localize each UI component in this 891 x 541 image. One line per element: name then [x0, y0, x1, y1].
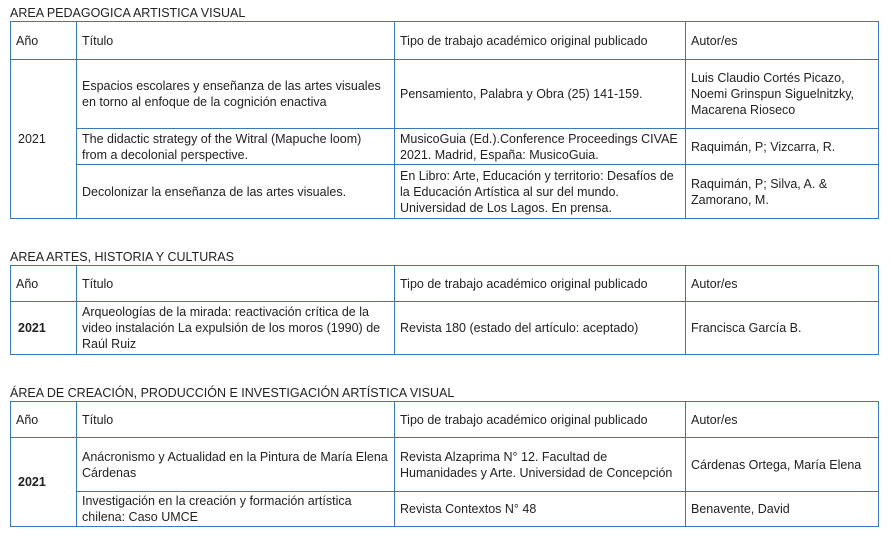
type-cell: Revista 180 (estado del artículo: aceptado): [395, 302, 686, 355]
header-type: Tipo de trabajo académico original publicado: [395, 266, 686, 302]
authors-cell: Francisca García B.: [686, 302, 879, 355]
table-row: [11, 165, 879, 219]
authors-cell: Raquimán, P; Vizcarra, R.: [686, 129, 879, 165]
title-cell: Anácronismo y Actualidad en la Pintura de María Elena Cárdenas: [77, 438, 395, 492]
authors-cell: Raquimán, P; Silva, A. & Zamorano, M.: [686, 165, 879, 219]
section-title: ÁREA DE CREACIÓN, PRODUCCIÓN E INVESTIGACIÓN ARTÍSTICA VISUAL: [10, 386, 455, 400]
authors-cell: Benavente, David: [686, 492, 879, 527]
year-cell: 2021: [11, 60, 77, 219]
header-type: Tipo de trabajo académico original publicado: [395, 402, 686, 438]
type-cell: Pensamiento, Palabra y Obra (25) 141-159.: [395, 60, 686, 129]
title-cell: Investigación en la creación y formación artística chilena: Caso UMCE: [77, 492, 395, 527]
publications-table: [10, 401, 879, 527]
authors-cell: Luis Claudio Cortés Picazo, Noemi Grinspun Siguelnitzky, Macarena Rioseco: [686, 60, 879, 129]
publications-table: [10, 21, 879, 219]
header-year: Año: [11, 266, 77, 302]
table-header-row: [11, 266, 879, 302]
type-cell: MusicoGuia (Ed.).Conference Proceedings CIVAE 2021. Madrid, España: MusicoGuia.: [395, 129, 686, 165]
header-title: Título: [77, 266, 395, 302]
title-cell: Arqueologías de la mirada: reactivación crítica de la video instalación La expulsión de los moros (1990) de Raúl Ruiz: [77, 302, 395, 355]
header-year: Año: [11, 402, 77, 438]
type-cell: En Libro: Arte, Educación y territorio: Desafíos de la Educación Artística al sur del mundo. Universidad de Los Lagos. En prensa.: [395, 165, 686, 219]
section-pedagogica: [10, 5, 878, 219]
section-title: AREA PEDAGOGICA ARTISTICA VISUAL: [10, 6, 246, 20]
year-cell: 2021: [11, 302, 77, 355]
authors-cell: Cárdenas Ortega, María Elena: [686, 438, 879, 492]
section-title: AREA ARTES, HISTORIA Y CULTURAS: [10, 250, 234, 264]
header-authors: Autor/es: [686, 22, 879, 60]
table-header-row: [11, 402, 879, 438]
header-type: Tipo de trabajo académico original publicado: [395, 22, 686, 60]
header-authors: Autor/es: [686, 402, 879, 438]
header-title: Título: [77, 402, 395, 438]
table-row: [11, 438, 879, 492]
type-cell: Revista Contextos N° 48: [395, 492, 686, 527]
header-title: Título: [77, 22, 395, 60]
header-authors: Autor/es: [686, 266, 879, 302]
table-row: [11, 492, 879, 527]
type-cell: Revista Alzaprima N° 12. Facultad de Humanidades y Arte. Universidad de Concepción: [395, 438, 686, 492]
title-cell: Decolonizar la enseñanza de las artes visuales.: [77, 165, 395, 219]
table-row: [11, 129, 879, 165]
header-year: Año: [11, 22, 77, 60]
publications-table: [10, 265, 879, 355]
title-cell: Espacios escolares y enseñanza de las artes visuales en torno al enfoque de la cognición enactiva: [77, 60, 395, 129]
table-row: [11, 60, 879, 129]
table-row: [11, 302, 879, 355]
section-artes-historia: [10, 249, 878, 355]
table-header-row: [11, 22, 879, 60]
title-cell: The didactic strategy of the Witral (Mapuche loom) from a decolonial perspective.: [77, 129, 395, 165]
section-creacion: [10, 385, 878, 527]
year-cell: 2021: [11, 438, 77, 527]
